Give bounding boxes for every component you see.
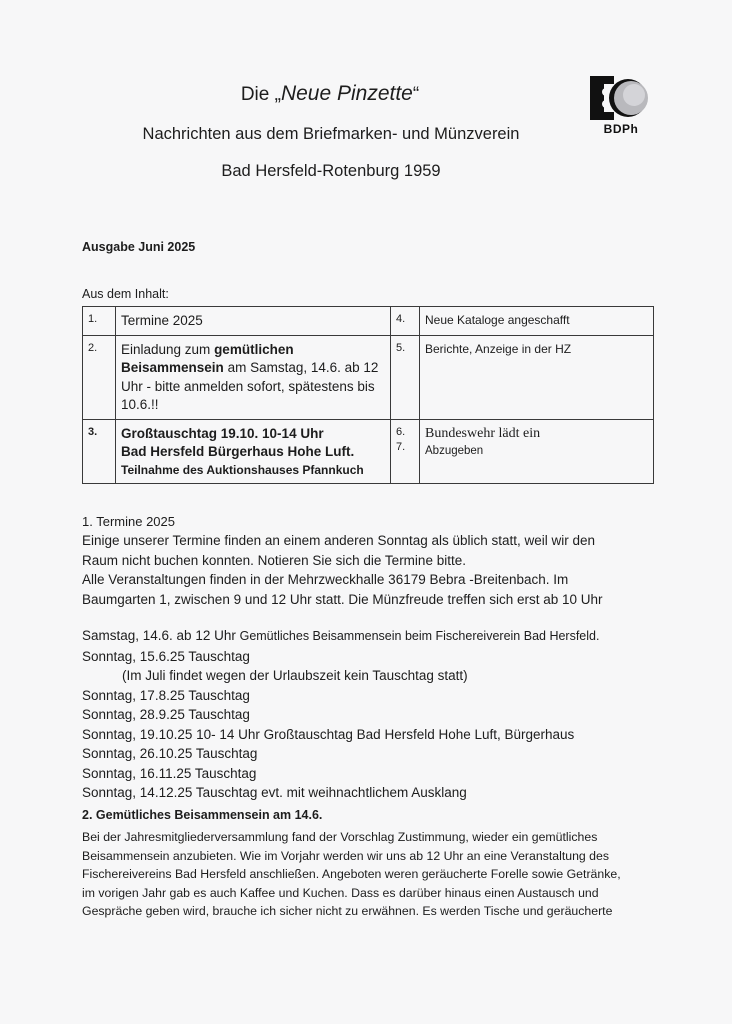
- subtitle: Nachrichten aus dem Briefmarken- und Münzverein: [142, 125, 520, 143]
- table-row: [83, 336, 654, 420]
- paragraph-line: Baumgarten 1, zwischen 9 und 12 Uhr statt. Die Münzfreude treffen sich erst ab 10 Uhr: [82, 591, 603, 607]
- contents-item: [420, 420, 654, 484]
- section-heading: 2. Gemütliches Beisammensein am 14.6.: [82, 808, 323, 822]
- paragraph-line: Beisammensein anzubieten. Wie im Vorjahr werden wir uns ab 12 Uhr an eine Veranstaltung des: [82, 848, 610, 863]
- item-line: Abzugeben: [425, 444, 484, 457]
- list-item: Sonntag, 15.6.25 Tauschtag: [82, 648, 250, 664]
- paragraph-line: Fischereivereins Bad Hersfeld anschließen. Angeboten weren geräucherte Forelle sowie Getränke,: [82, 867, 621, 881]
- contents-label: Aus dem Inhalt:: [82, 287, 169, 301]
- item-number: 3.: [83, 420, 116, 484]
- item-number: 5.: [391, 336, 420, 420]
- item-line: Teilnahme des Auktionshauses Pfannkuch: [121, 462, 364, 477]
- issue-label: Ausgabe Juni 2025: [82, 240, 196, 254]
- table-row: [83, 307, 654, 336]
- paragraph-line: Bei der Jahresmitgliederversammlung fand der Vorschlag Zustimmung, wieder ein gemütliches: [82, 830, 598, 844]
- subtitle-location: Bad Hersfeld-Rotenburg 1959: [221, 162, 441, 180]
- contents-item: [116, 420, 391, 484]
- item-numbers: [391, 420, 420, 484]
- paragraph-line: Alle Veranstaltungen finden in der Mehrzweckhalle 36179 Bebra -Breitenbach. Im: [82, 572, 569, 587]
- list-item: Sonntag, 19.10.25 10- 14 Uhr Großtauschtag Bad Hersfeld Hohe Luft, Bürgerhaus: [82, 726, 575, 742]
- table-row: [83, 420, 654, 484]
- paragraph-line: Gespräche geben wird, brauche ich sicher nicht zu erwähnen. Es werden Tische und geräucherte: [82, 904, 613, 918]
- list-item: [82, 626, 652, 647]
- item-number: 7.: [396, 440, 406, 453]
- paragraph-line: Einige unserer Termine finden an einem anderen Sonntag als üblich statt, weil wir den: [82, 533, 596, 548]
- contents-item: Neue Kataloge angeschafft: [420, 307, 654, 336]
- contents-item: Berichte, Anzeige in der HZ: [420, 336, 654, 420]
- paragraph-line: Raum nicht buchen konnten. Notieren Sie sich die Termine bitte.: [82, 552, 466, 568]
- contents-table: [82, 306, 654, 484]
- logo-text: BDPh: [603, 122, 639, 136]
- list-item: Sonntag, 26.10.25 Tauschtag: [82, 746, 258, 761]
- item-text: Einladung zum: [121, 342, 215, 358]
- title-prefix: Die „: [240, 84, 281, 105]
- list-item: Sonntag, 14.12.25 Tauschtag evt. mit weihnachtlichem Ausklang: [82, 785, 467, 800]
- dates-list: [82, 626, 652, 803]
- item-text-bold: gemütlichen Beisammensein: [121, 342, 294, 376]
- list-item: Sonntag, 17.8.25 Tauschtag: [82, 687, 250, 703]
- section-body: [82, 531, 652, 609]
- list-item: Sonntag, 28.9.25 Tauschtag: [82, 707, 250, 722]
- title-suffix: “: [412, 84, 420, 105]
- list-item: Sonntag, 16.11.25 Tauschtag: [82, 765, 257, 781]
- date-text: Gemütliches Beisammensein beim Fischereiverein Bad Hersfeld.: [239, 629, 600, 643]
- item-number: 4.: [391, 307, 420, 336]
- section-body: [82, 828, 652, 921]
- item-text: am Samstag, 14.6. ab 12 Uhr - bitte anmelden sofort, spätestens bis 10.6.!!: [121, 360, 379, 412]
- list-note: (Im Juli findet wegen der Urlaubszeit kein Tauschtag statt): [122, 668, 468, 683]
- contents-item: Termine 2025: [116, 307, 391, 336]
- item-number: 1.: [83, 307, 116, 336]
- item-number: 2.: [83, 336, 116, 420]
- item-line: Bundeswehr lädt ein: [425, 426, 541, 442]
- title-italic: Neue Pinzette: [280, 82, 413, 105]
- item-line: Großtauschtag 19.10. 10-14 Uhr: [121, 426, 324, 442]
- item-line: Bad Hersfeld Bürgerhaus Hohe Luft.: [121, 444, 355, 460]
- section-heading: 1. Termine 2025: [82, 514, 175, 529]
- contents-item: [116, 336, 391, 420]
- paragraph-line: im vorigen Jahr gab es auch Kaffee und Kuchen. Dass es darüber hinaus einen Austausch und: [82, 885, 599, 900]
- item-number: 6.: [396, 426, 406, 439]
- date-text: Samstag, 14.6. ab 12 Uhr: [82, 628, 240, 643]
